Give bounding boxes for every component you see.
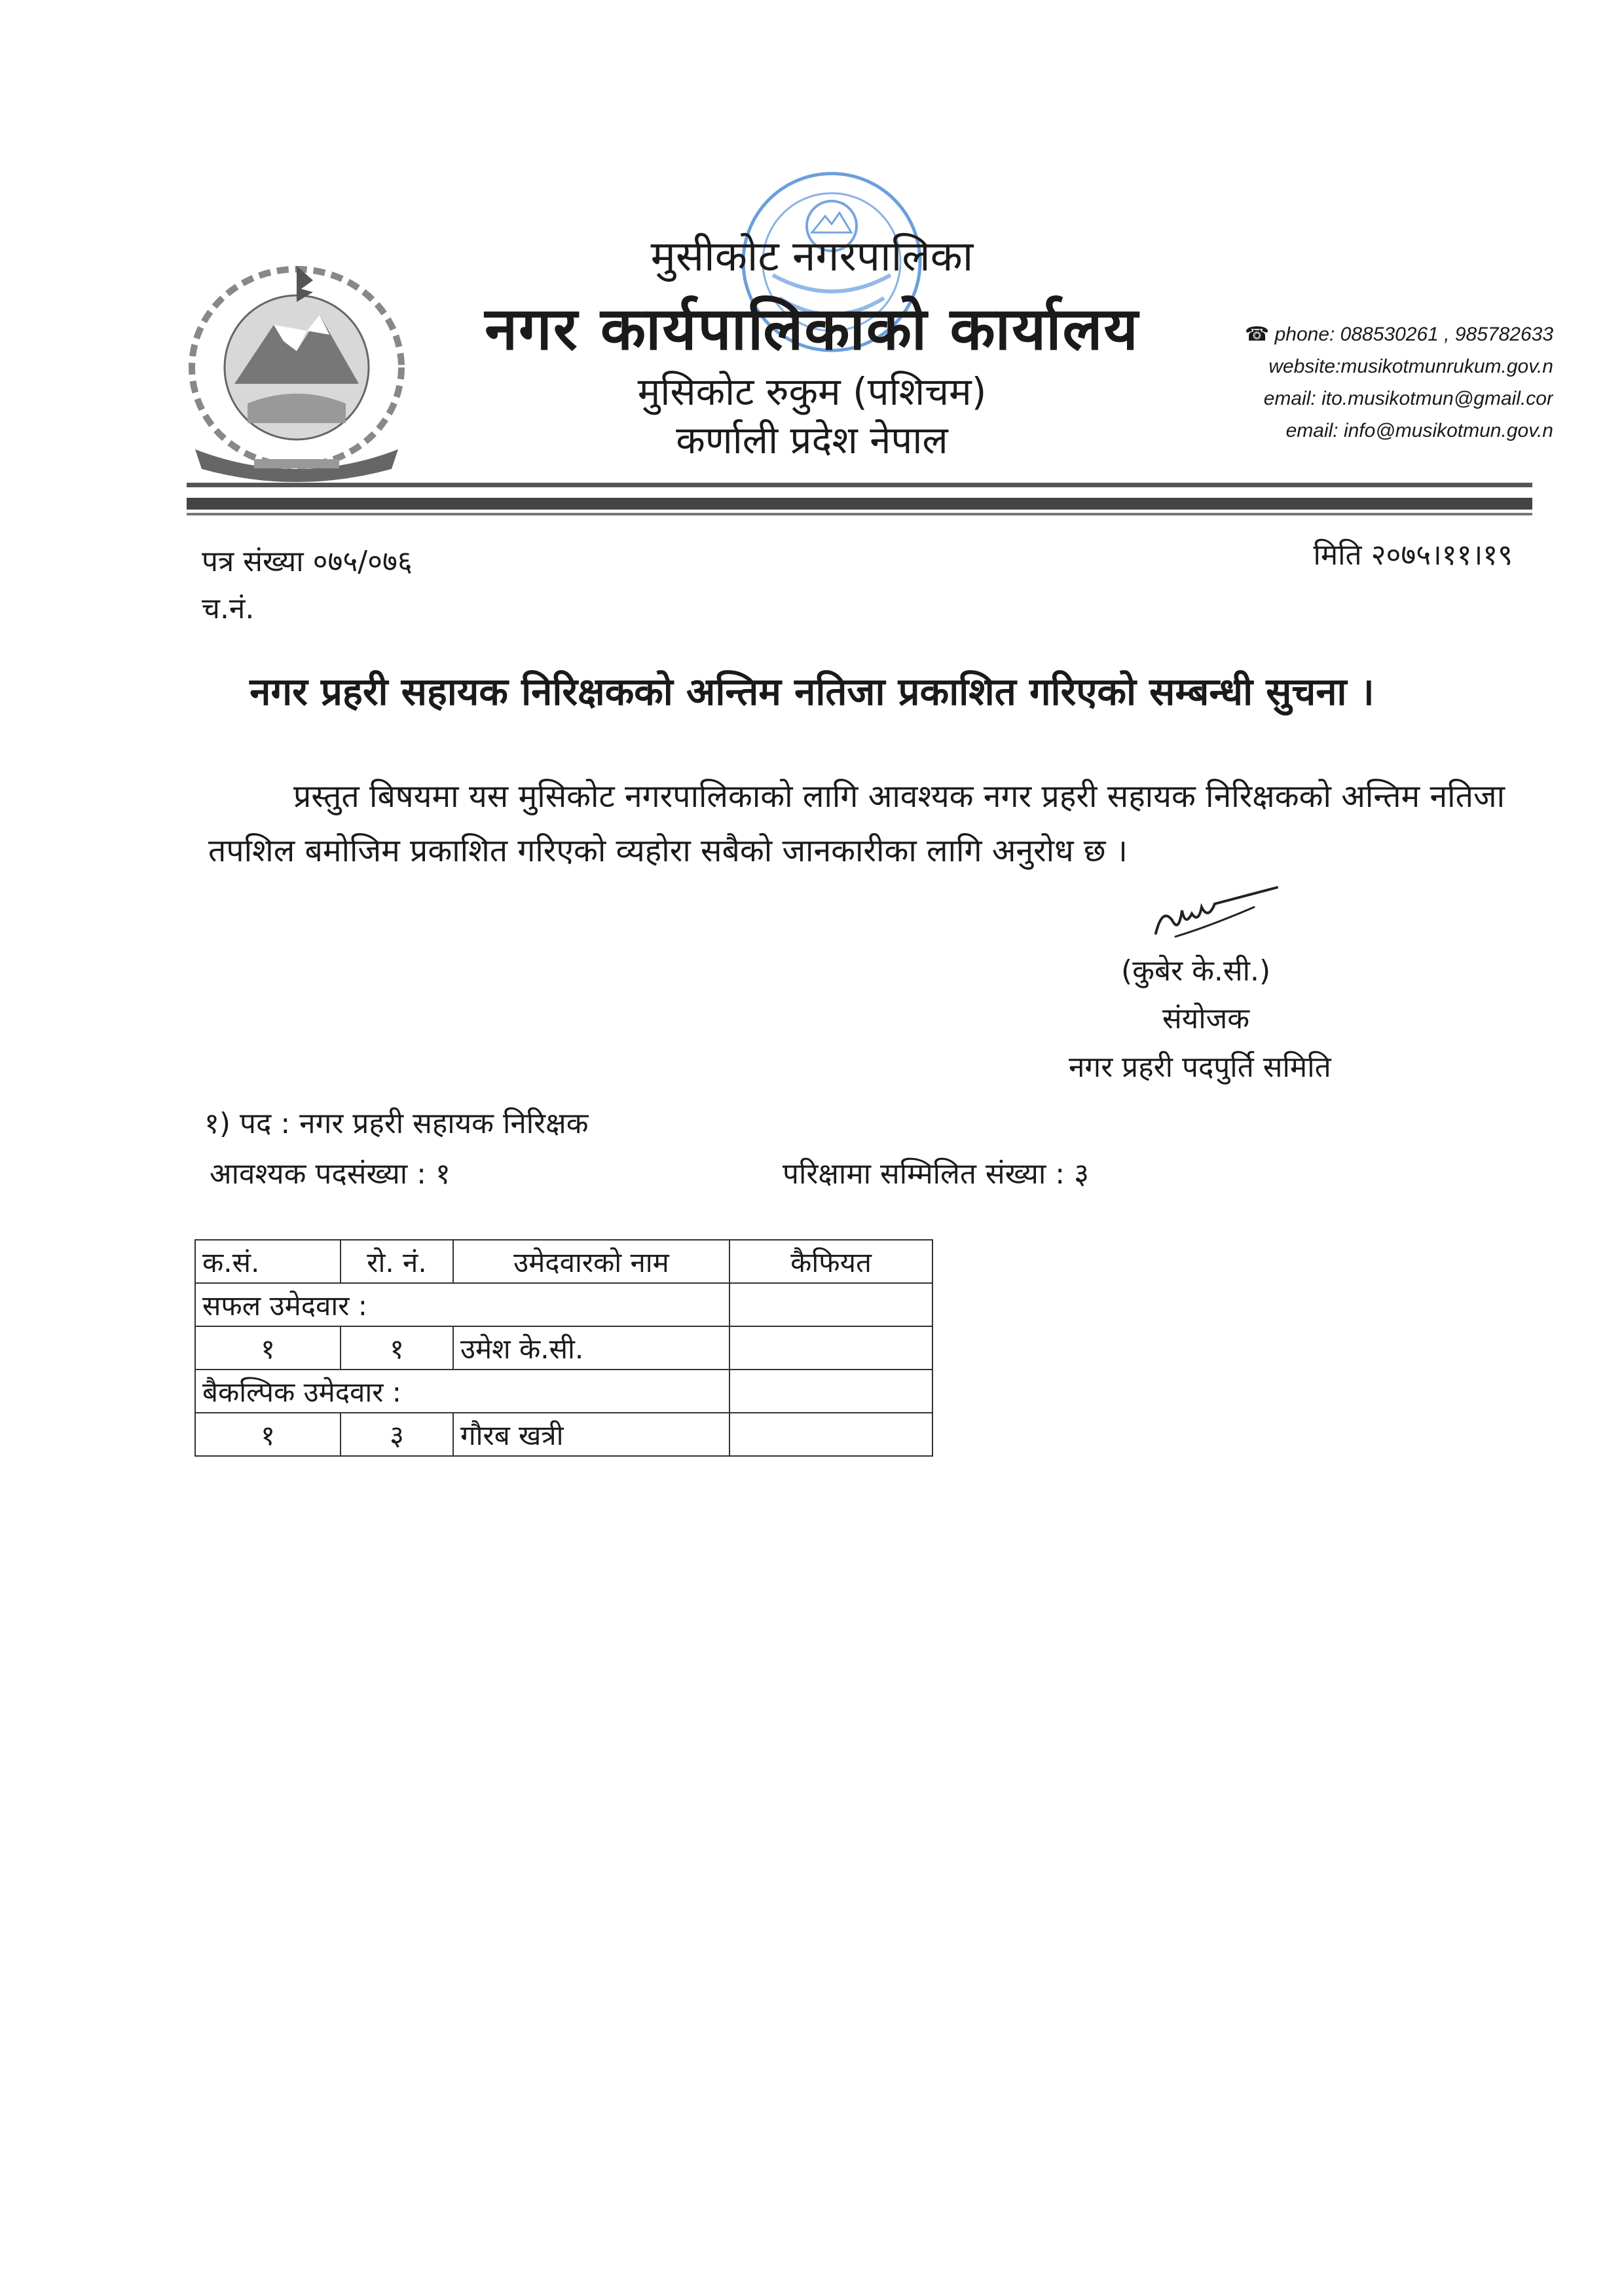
phone-icon: ☎ (1244, 324, 1270, 345)
successful-label: सफल उमेदवार : (195, 1283, 729, 1326)
table-row (195, 1370, 932, 1413)
office-province: कर्णाली प्रदेश नेपाल (676, 418, 948, 462)
email-line-2: email: info@musikotmun.gov.n (1285, 420, 1553, 441)
table-cell (729, 1370, 932, 1413)
cell-name: उमेश के.सी. (453, 1326, 729, 1370)
signatory-committee: नगर प्रहरी पदपुर्ति समिति (1069, 1051, 1331, 1084)
cell-remarks (729, 1326, 932, 1370)
table-cell (729, 1283, 932, 1326)
cell-roll: १ (341, 1326, 453, 1370)
website-line: website:musikotmunrukum.gov.n (1268, 356, 1553, 377)
dispatch-number: च.नं. (202, 592, 255, 625)
cell-serial: १ (195, 1413, 341, 1456)
cell-name: गौरब खत्री (453, 1413, 729, 1456)
signatory-name: (कुबेर के.सी.) (1121, 954, 1271, 988)
required-positions: आवश्यक पदसंख्या : १ (210, 1157, 451, 1191)
header-divider-bottom (187, 513, 1532, 515)
header-roll: रो. नं. (341, 1240, 453, 1283)
post-title: १) पद : नगर प्रहरी सहायक निरिक्षक (204, 1107, 589, 1140)
notice-body: प्रस्तुत बिषयमा यस मुसिकोट नगरपालिकाको लागि आवश्यक नगर प्रहरी सहायक निरिक्षकको अन्तिम नतिजा तपशिल बमोजिम प्रकाशित गरिएको व्यहोरा सबैको जानकारीका लागि अनुरोध छ । (208, 778, 1505, 869)
office-name: नगर कार्यपालिकाको कार्यालय (485, 295, 1139, 364)
header-name: उमेदवारको नाम (453, 1240, 729, 1283)
header-remarks: कैफियत (729, 1240, 932, 1283)
cell-remarks (729, 1413, 932, 1456)
cell-serial: १ (195, 1326, 341, 1370)
signatory-role: संयोजक (1162, 1002, 1250, 1036)
office-address: मुसिकोट रुकुम (पशिचम) (637, 369, 987, 414)
letter-date: मिति २०७५।११।१९ (1313, 538, 1513, 572)
cell-roll: ३ (341, 1413, 453, 1456)
municipality-name: मुसीकोट नगरपालिका (650, 233, 974, 281)
table-row (195, 1413, 932, 1456)
header-serial: क.सं. (195, 1240, 341, 1283)
phone-text: phone: 088530261 , 985782633 (1274, 324, 1553, 345)
phone-line (1187, 318, 1553, 350)
table-header-row (195, 1240, 932, 1283)
contact-block (1187, 318, 1553, 447)
signature-image (1149, 881, 1280, 946)
results-table (194, 1239, 933, 1457)
notice-subject: नगर प्रहरी सहायक निरिक्षकको अन्तिम नतिजा प्रकाशित गरिएको सम्बन्धी सुचना । (249, 669, 1375, 714)
alternate-label: बैकल्पिक उमेदवार : (195, 1370, 729, 1413)
header-divider-thick (187, 498, 1532, 510)
candidates-appeared: परिक्षामा सम्मिलित संख्या : ३ (783, 1157, 1090, 1191)
table-row (195, 1326, 932, 1370)
header-divider-thin (187, 483, 1532, 487)
reference-number: पत्र संख्या ०७५/०७६ (202, 545, 413, 578)
email-line-1: email: ito.musikotmun@gmail.cor (1263, 388, 1553, 409)
table-row (195, 1283, 932, 1326)
